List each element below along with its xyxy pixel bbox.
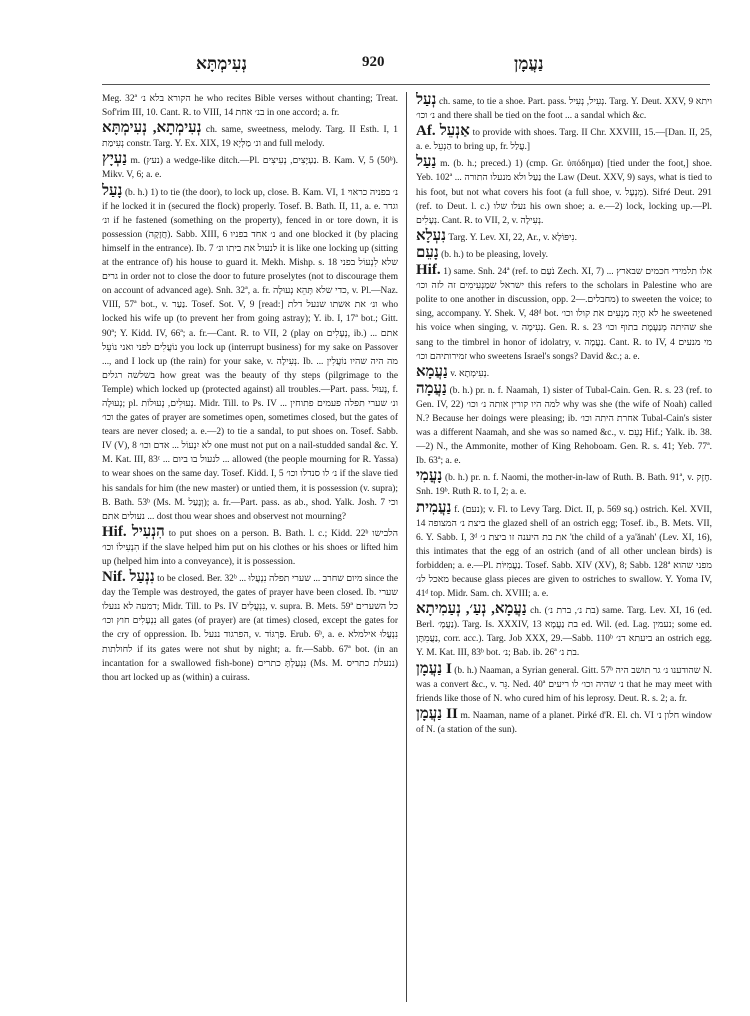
entry-headword: נַעַל xyxy=(416,154,437,171)
entry-headword: נַעֲמָא, נְעַ׳, נְעַמִיתָא xyxy=(416,601,527,618)
entry-text: to put shoes on a person. B. Bath. l. c.; Kidd. 22ᵇ הלבישו הִנְעִילוֹ וכו׳ if the slave helped him put on his clothes or his shoes or lifted him up (helped him into a conveyance), it is possession. xyxy=(102,528,398,567)
dictionary-entry xyxy=(102,524,398,569)
entry-text: (b. h.) pr. n. f. Naomi, the mother-in-law of Ruth. B. Bath. 91ª, v. חֶזֶק. Snh. 19ᵇ. Ruth R. to I, 2; a. e. xyxy=(416,473,712,498)
entry-text: (b. h.) Naaman, a Syrian general. Gitt. 57ᵇ שהודענו נ׳ גר תושב היה N. was a convert &c., v. גֵּר. Ned. 40ª נ׳ שהיה וכו׳ לו ריעים that he may meet with friends like those of N. who cured him of his leprosy. Deut. R. s. 2; a. fr. xyxy=(416,665,712,704)
left-column xyxy=(102,92,398,1004)
entry-text: (b. h.) pr. n. f. Naamah, 1) sister of Tubal-Cain. Gen. R. s. 23 (ref. to Gen. IV, 22) למה היו קורין אותה נ׳ וכו׳ why was she (the wife of Noah) called N.? Because her doings were pleasing; ib. אחרת היתה וכו׳ Tubal-Cain's sister was a different Naamah, and she was so named &c., v. נָעֵם Hif.; Yalk. ib. 38.—2) N., the Ammonite, mother of King Rehoboam. Gen. R. s. 41; Yeb. 77ª. Ib. 63ª; a. e. xyxy=(416,385,712,467)
entry-headword: Hif. הִנְעִיל xyxy=(102,523,165,540)
entry-headword: נְעִימְתָא, נְעִימְתָּא xyxy=(102,120,202,137)
entry-headword: נַעֲמָא xyxy=(416,363,448,380)
column-divider xyxy=(406,92,407,1002)
entry-text: ch. same, sweetness, melody. Targ. II Esth. I, 1 נְעִימַת constr. Targ. Y. Ex. XIX, 19 ונ׳ מַלְּיָא and full melody. xyxy=(102,125,398,150)
entry-text: Targ. Y. Lev. XI, 22, Ar., v. נִיפּוֹלָא. xyxy=(448,232,577,243)
entry-headword: נִעְלָא xyxy=(416,227,447,244)
entry-text: 1) same. Snh. 24ª (ref. to נֹעַם Zech. XI, 7) ... אלו תלמידי חכמים שבארץ ישראל שמַנְעִימִים זה לזה וכו׳ this refers to the scholars in Palestine who are polite to one another in discussion, opp. מחבלים.—2) to sweeten the voice; to sing, accompany. Y. Shek. V, 48ᵈ bot. לא הָיָה מַנְעִים את קולו וכו׳ he sweetened his voice when singing, v. נְעִימָה. Gen. R. s. 23 שהיתה מְנַעֶמֶת בתוף וכו׳ she sang to the timbrel in honor of idolatry, v. נַעֲמָה. Cant. R. to IV, 4 מי מנעים זמירותיהם וכו׳ who sweetens Israel's songs? David &c.; a. e. xyxy=(416,267,712,362)
entry-text: f. (נעם); v. Fl. to Levy Targ. Dict. II, p. 569 sq.) ostrich. Kel. XVII, 14 ביצת נ׳ המצופה the glazed shell of an ostrich egg; Tosef. ib., B. Mets. VII, 6. Y. Sabb. I, 3ᵈ את בת היענה זו ביצת נ׳ 'the child of a ya'ănah' (Lev. XI, 16), this intimates that the egg of an ostrich (and of all other unclean birds) is forbidden; a. e.—Pl. נַעֲמִיּוֹת. Tosef. Sabb. XIV (XV), 8; Sabb. 128ª מפני שהוא מאכל לנ׳ because glass pieces are given to ostriches to swallow. Y. Yoma IV, 41ᵈ top. Midr. Sam. ch. XVIII; a. e. xyxy=(416,504,712,600)
entry-headword: נַעֲמָן II xyxy=(416,705,458,722)
entry-headword: נַעֲמָה xyxy=(416,380,447,397)
header-rule xyxy=(102,84,710,85)
dictionary-entry xyxy=(102,569,398,685)
dictionary-entry xyxy=(416,154,712,227)
entry-headword: נְעַל xyxy=(416,92,437,108)
entry-headword: Af. אַנְעֵל xyxy=(416,123,470,140)
running-head xyxy=(0,54,750,78)
entry-headword: נַעֲמִית xyxy=(416,499,452,516)
running-head-left: נְעִימְתָּא xyxy=(196,54,247,74)
running-head-right: נַעֲמָן xyxy=(514,54,544,74)
entry-text: (b. h.) to be pleasing, lovely. xyxy=(441,249,548,260)
dictionary-entry xyxy=(416,92,712,123)
entry-text: m. Naaman, name of a planet. Pirké d'R. El. ch. VI חלון נ׳ window of N. (a station of the sun). xyxy=(416,710,712,735)
dictionary-entry xyxy=(416,123,712,154)
entry-text: ch. (בת נ׳, ברת נ׳) same. Targ. Lev. XI, 16 (ed. Berl. נַעֲמָ׳). Targ. Is. XXXIV, 13 בת נַעֲמָא ed. Wil. (ed. Lag. נעמין; some ed. נַעֲמִתָּן, corr. acc.). Targ. Job XXX, 29.—Sabb. 110ᵇ ביעתא דנ׳ an ostrich egg. Y. M. Kat. III, 83ᵇ bot. נ׳; Bab. ib. 26ª בת נ׳. xyxy=(416,606,712,659)
dictionary-entry xyxy=(416,364,712,381)
entry-text: Meg. 32ª הקורא בלא נ׳ he who recites Bible verses without chanting; Treat. Sof'rim III, 10. Cant. R. to VIII, 14 בנ׳ אחת in one accord; a. fr. xyxy=(102,94,398,119)
dictionary-entry xyxy=(102,183,398,524)
dictionary-entry xyxy=(416,245,712,262)
entry-headword: Nif. נִנְעַל xyxy=(102,569,155,586)
entry-text: m. (b. h.; preced.) 1) (cmp. Gr. ὑπόδημα) [tied under the foot,] shoe. Yeb. 102ª ... נַעַל ולא מנעלו התורה the Law (Deut. XXV, 9) says, what is tied to his foot, but not what covers his foot (a full shoe, v. מִנְעָל). Sifré Deut. 291 (ref. to Deut. l. c.) נעלו שלו his own shoe; a. e.—2) lock, locking up.—Pl. נְעָלִים. Cant. R. to VII, 2, v. נְעִילָה. xyxy=(416,159,712,226)
entry-text: v. נְעִימְתָא. xyxy=(450,368,490,379)
dictionary-entry xyxy=(416,661,712,706)
entry-headword: נָעֳמִי xyxy=(416,468,443,485)
entry-headword: נַעֲמָן I xyxy=(416,660,452,677)
dictionary-entry xyxy=(102,92,398,120)
dictionary-entry xyxy=(416,500,712,602)
entry-headword: נָעֵם xyxy=(416,244,439,261)
dictionary-entry xyxy=(102,120,398,151)
dictionary-entry xyxy=(416,262,712,364)
dictionary-entry xyxy=(416,601,712,660)
entry-headword: נָעַל xyxy=(102,182,123,199)
entry-headword: נַעְיָץ xyxy=(102,151,128,168)
entry-text: ch. same, to tie a shoe. Part. pass. נְעִיל, נְעִיל. Targ. Y. Deut. XXV, 9 ויתא נ׳ וכו׳ and there shall be tied on the foot ... a sandal which &c. xyxy=(416,97,712,122)
entry-text: m. (נעץ) a wedge-like ditch.—Pl. נַעְיָצִים, נְעִיצִים. B. Kam. V, 5 (50ᵇ). Mikv. V, 6; a. e. xyxy=(102,156,398,181)
entry-text: to provide with shoes. Targ. II Chr. XXVIII, 15.—[Dan. II, 25, a. e. הַנְעֵל to bring up, fr. עֲלַל.] xyxy=(416,128,712,153)
dictionary-entry xyxy=(416,228,712,245)
dictionary-entry xyxy=(416,706,712,737)
dictionary-entry xyxy=(416,381,712,469)
entry-text: to be closed. Ber. 32ᵇ ... מיום שחרב ... שערי תפלה נִנְעֲלוּ since the day the Temple was destroyed, the gates of prayer have been closed. Ib. שערי דמעה לא ננעלו; Midr. Till. to Ps. IV נִנְעֲלִים, v. supra. B. Mets. 59ª כל השערים נִנְעָלִים חוץ וכו׳ all gates (of prayer) are (at times) closed, except the gates for the cry of oppression. Ib. הפרגוד ננעל, v. פַּרְגּוֹד. Erub. 6ᵇ, a. e. נִנְעֲלוּ אילמלא לחולתות if its gates were not shut by night; a. fr.—Sabb. 67ª bot. (in an incantation for a swallowed fish-bone) נִנְעַלְתָּ כתרים (Ms. M. ננעלת כתריס) thou art locked up as (within) a cuirass. xyxy=(102,574,398,683)
entry-headword: Hif. xyxy=(416,262,441,279)
dictionary-entry xyxy=(416,468,712,499)
entry-text: (b. h.) 1) to tie (the door), to lock up, close. B. Kam. VI, 1 נ׳ בפניה כראוי if he locked it in (secured the flock) properly. Tosef. B. Bath. II, 11, a. e. וגדר ונ׳ if he fastened (something on the property), fenced in or tore down, it is possession (חֲזָקָה). Sabb. XIII, 6 נ׳ אחד בפניו and one blocked it (by placing himself in the entrance). Ib. 7 לנעול את ביתו ונ׳ it is like one locking up (sitting at the entrance of) his house to guard it. Mekh. Mishp. s. 18 שלא לִנְעוֹל בפני גרים in order not to close the door to future proselytes (not to discourage them on account of advanced age). Snh. 32ª, a. fr. כדי שלא תְּהֵא נְעוּלָה, v. Pl.—Naz. VIII, 57ª bot., v. נַעַר. Tosef. Sot. V, 9 [read:] ונ׳ את אשתו שנעל דלת who locked his wife up (to prevent her from going astray); Y. ib. I, 17ª bot.; Gitt. 90ª; Y. Kidd. IV, 66ª; a. fr.—Cant. R. to VII, 2 (play on נְעָלִים, ib.) ... אתם נוֹעֲלִים לפני ואני נוֹעֵל you lock up (interrupt business) for my sake on Passover ..., and I lock up (the rain) for your sake, v. נְעִילָה. Ib. ... מה היה שהיו נוֹעֲלִין בשלשה רגלים how great was the beauty of thy steps (pilgrimage to the Temple) which locked up (protected against) all troubles.—Part. pass. נָעוּל, f. נְעוּלָה; pl. נְעוּלִים, נְעוּלוֹת. Midr. Till. to Ps. IV ... ונ׳ שערי תפלה פעמים פתוחין וכו׳ the gates of prayer are sometimes open, sometimes closed, but the gates of tears are never closed; a. e.—2) to tie a sandal, to put shoes on. Tosef. Sabb. IV (V), 8 לא יִנְעוֹל ... אדם וכו׳ one must not put on a nail-studded sandal &c. Y. M. Kat. III, 83ᶜ ... לנעול בו ביום ... allowed (the people mourning for R. Yassa) to wear shoes on the same day. Tosef. Kidd. I, 5 נ׳ לו סנדלו וכו׳ if the slave tied his sandals for him (the new master) or untied them, it is possession (v. supra); B. Bath. 53ᵇ (Ms. M. וְנָעַל); a. fr.—Part. pass. as ab., shod. Yalk. Josh. 7 וכי נעולים אתם ... dost thou wear shoes and observest not mourning? xyxy=(102,187,398,522)
page-number: 920 xyxy=(362,54,385,70)
right-column xyxy=(416,92,712,1004)
dictionary-entry xyxy=(102,151,398,182)
